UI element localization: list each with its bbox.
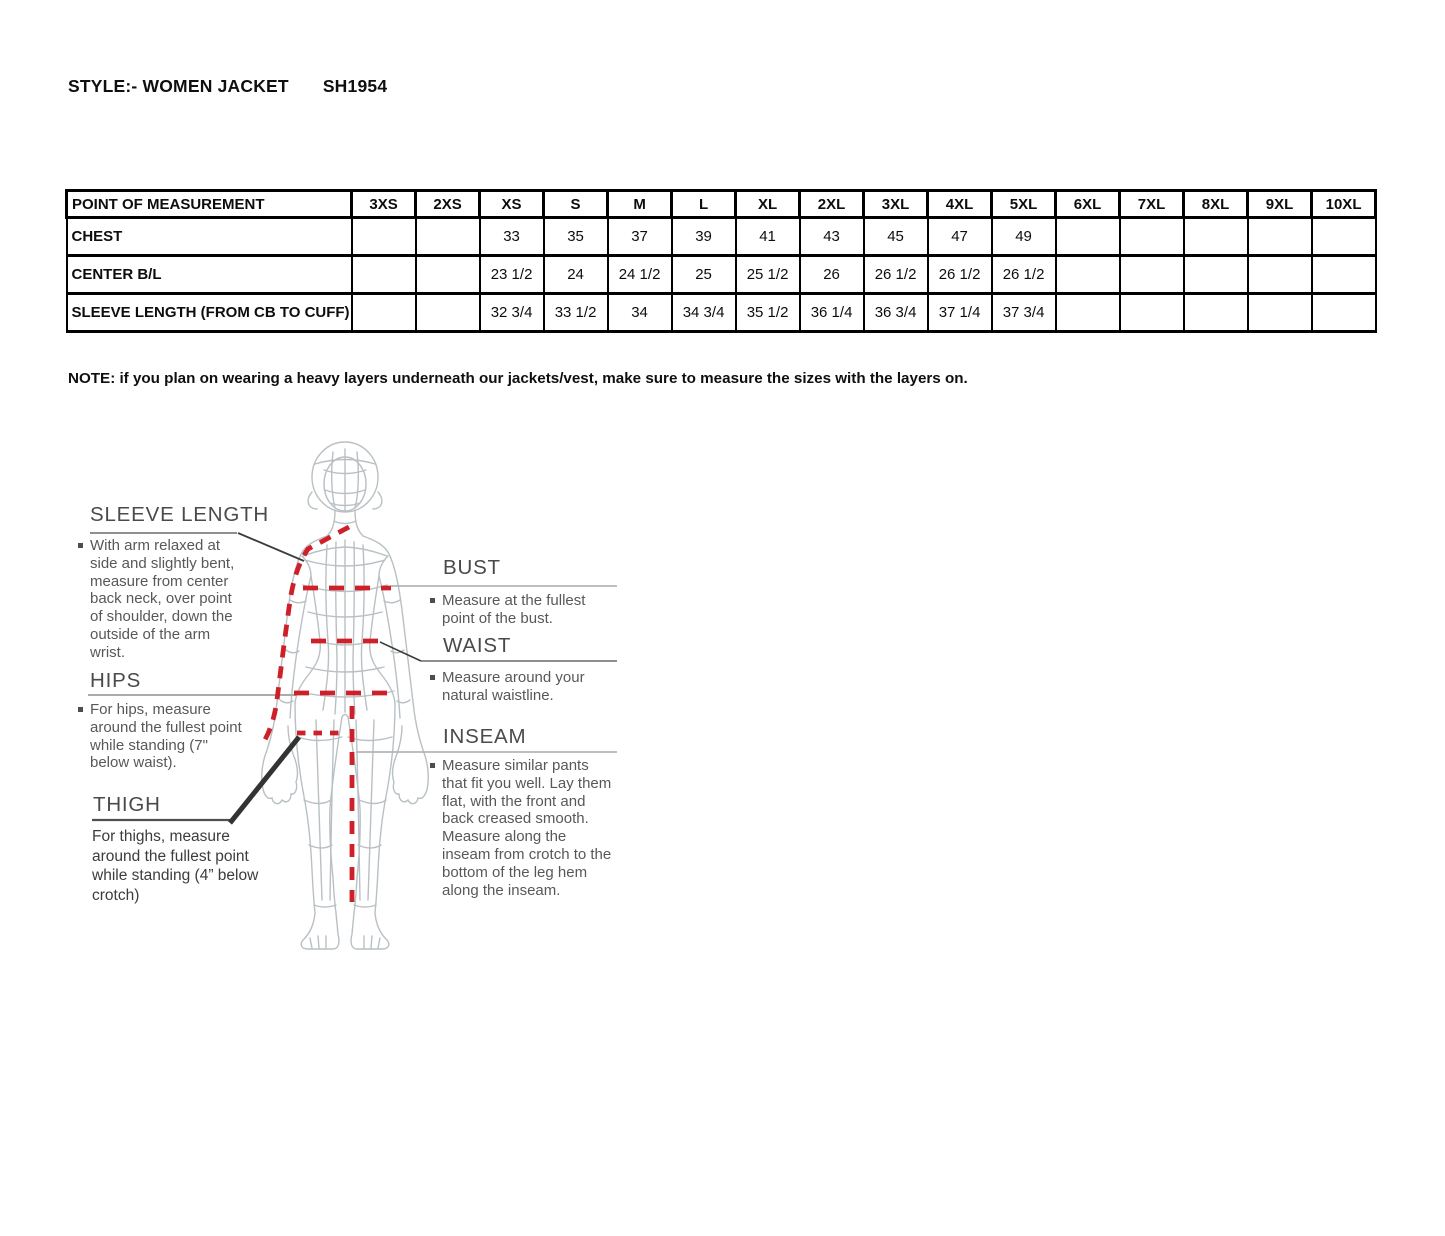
description-text: Measure similar pants that fit you well. Lay them flat, with the front and back creased smooth. Measure along the inseam from crotch to the bottom of the leg hem along the inseam. xyxy=(442,757,612,899)
description-text: Measure around your natural waistline. xyxy=(442,669,585,704)
hips-heading: HIPS xyxy=(90,669,142,692)
cell: 24 xyxy=(544,256,608,294)
description-text: For hips, measure around the fullest point while standing (7" below waist). xyxy=(90,701,242,772)
cell: 34 xyxy=(608,294,672,332)
table-row-sleeve-length xyxy=(67,294,1376,332)
sleeve-length-heading: SLEEVE LENGTH xyxy=(90,503,270,526)
description-text: Measure at the fullest point of the bust. xyxy=(442,592,586,627)
cell xyxy=(1312,218,1376,256)
bullet-square xyxy=(430,598,435,603)
thigh-description xyxy=(92,827,280,905)
cell xyxy=(1056,256,1120,294)
bullet-square xyxy=(78,707,83,712)
cell: 36 3/4 xyxy=(864,294,928,332)
cell: 49 xyxy=(992,218,1056,256)
cell xyxy=(1248,256,1312,294)
column-header: L xyxy=(672,191,736,218)
column-header: 10XL xyxy=(1312,191,1376,218)
cell xyxy=(1120,256,1184,294)
cell xyxy=(1056,294,1120,332)
cell xyxy=(416,256,480,294)
cell: 45 xyxy=(864,218,928,256)
cell xyxy=(1184,218,1248,256)
waist-description xyxy=(430,669,595,705)
cell xyxy=(1120,218,1184,256)
column-header: 8XL xyxy=(1184,191,1248,218)
bust-description xyxy=(430,592,595,628)
row-label: CENTER B/L xyxy=(67,256,352,294)
column-header: 9XL xyxy=(1248,191,1312,218)
sleeve-length-description xyxy=(78,537,238,662)
cell: 26 1/2 xyxy=(928,256,992,294)
cell xyxy=(1312,256,1376,294)
cell xyxy=(1056,218,1120,256)
sleeve-length-leader-line xyxy=(238,533,304,561)
cell: 35 xyxy=(544,218,608,256)
cell: 26 1/2 xyxy=(992,256,1056,294)
table-row-chest xyxy=(67,218,1376,256)
size-measurement-table xyxy=(65,189,1377,333)
cell: 37 3/4 xyxy=(992,294,1056,332)
column-header: 6XL xyxy=(1056,191,1120,218)
cell: 25 1/2 xyxy=(736,256,800,294)
bullet-square xyxy=(78,543,83,548)
inseam-heading: INSEAM xyxy=(443,725,527,748)
cell: 33 1/2 xyxy=(544,294,608,332)
cell: 35 1/2 xyxy=(736,294,800,332)
cell: 37 1/4 xyxy=(928,294,992,332)
cell xyxy=(352,256,416,294)
bust-heading: BUST xyxy=(443,556,501,579)
column-header: 3XS xyxy=(352,191,416,218)
thigh-heading: THIGH xyxy=(93,793,161,816)
column-header: 3XL xyxy=(864,191,928,218)
hips-description xyxy=(78,701,250,772)
cell xyxy=(1248,218,1312,256)
cell: 32 3/4 xyxy=(480,294,544,332)
column-header: 7XL xyxy=(1120,191,1184,218)
table-header-row xyxy=(67,191,1376,218)
column-header: POINT OF MEASUREMENT xyxy=(67,191,352,218)
bullet-square xyxy=(430,763,435,768)
document-title xyxy=(68,76,387,97)
cell xyxy=(352,218,416,256)
column-header: M xyxy=(608,191,672,218)
cell: 36 1/4 xyxy=(800,294,864,332)
cell: 47 xyxy=(928,218,992,256)
note-text: NOTE: if you plan on wearing a heavy layers underneath our jackets/vest, make sure to measure the sizes with the layers on. xyxy=(68,370,968,387)
cell xyxy=(416,218,480,256)
table-row-center-bl xyxy=(67,256,1376,294)
cell: 41 xyxy=(736,218,800,256)
style-code: SH1954 xyxy=(322,76,388,96)
column-header: XL xyxy=(736,191,800,218)
column-header: 5XL xyxy=(992,191,1056,218)
cell xyxy=(1120,294,1184,332)
cell xyxy=(352,294,416,332)
description-text: For thighs, measure around the fullest point while standing (4” below crotch) xyxy=(92,828,259,904)
cell xyxy=(1312,294,1376,332)
column-header: 2XS xyxy=(416,191,480,218)
cell: 24 1/2 xyxy=(608,256,672,294)
bullet-square xyxy=(430,675,435,680)
waist-heading: WAIST xyxy=(443,634,512,657)
cell xyxy=(1184,256,1248,294)
cell xyxy=(1248,294,1312,332)
cell: 23 1/2 xyxy=(480,256,544,294)
cell: 26 xyxy=(800,256,864,294)
style-label: STYLE:- WOMEN JACKET xyxy=(68,76,289,96)
cell xyxy=(1184,294,1248,332)
column-header: 4XL xyxy=(928,191,992,218)
description-text: With arm relaxed at side and slightly bent, measure from center back neck, over point of shoulder, down the outside of the arm wrist. xyxy=(90,537,235,661)
inseam-description xyxy=(430,757,616,899)
cell: 39 xyxy=(672,218,736,256)
cell: 26 1/2 xyxy=(864,256,928,294)
cell: 33 xyxy=(480,218,544,256)
cell xyxy=(416,294,480,332)
column-header: S xyxy=(544,191,608,218)
waist-leader-line xyxy=(380,642,421,661)
column-header: XS xyxy=(480,191,544,218)
row-label: CHEST xyxy=(67,218,352,256)
cell: 43 xyxy=(800,218,864,256)
column-header: 2XL xyxy=(800,191,864,218)
cell: 37 xyxy=(608,218,672,256)
cell: 34 3/4 xyxy=(672,294,736,332)
row-label: SLEEVE LENGTH (FROM CB TO CUFF) xyxy=(67,294,352,332)
cell: 25 xyxy=(672,256,736,294)
